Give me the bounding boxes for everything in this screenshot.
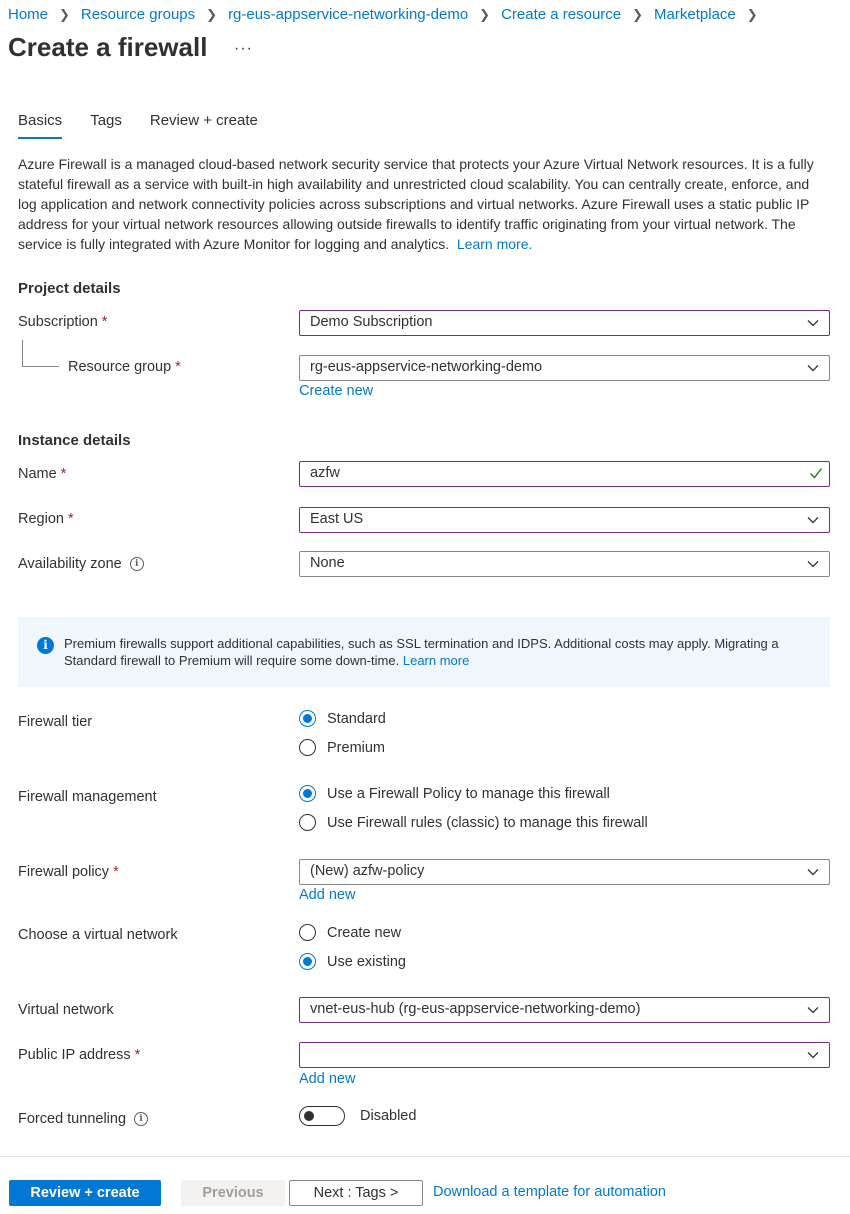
radio-empty-icon bbox=[299, 924, 316, 941]
radio-use-classic-rules[interactable] bbox=[299, 814, 648, 831]
availability-zone-value: None bbox=[310, 555, 345, 571]
previous-button[interactable]: Previous bbox=[181, 1180, 285, 1206]
radio-selected-icon bbox=[299, 785, 316, 802]
public-ip-label bbox=[18, 1047, 140, 1063]
required-marker: * bbox=[67, 511, 74, 527]
breadcrumb-home[interactable]: Home bbox=[8, 6, 49, 23]
next-tags-button[interactable]: Next : Tags > bbox=[289, 1180, 423, 1206]
virtual-network-label: Virtual network bbox=[18, 1002, 114, 1018]
radio-premium-label: Premium bbox=[327, 739, 386, 756]
name-label bbox=[18, 466, 66, 482]
chevron-down-icon bbox=[807, 558, 819, 570]
forced-tunneling-state: Disabled bbox=[360, 1108, 417, 1124]
radio-use-classic-rules-label: Use Firewall rules (classic) to manage this firewall bbox=[327, 814, 648, 831]
radio-premium[interactable] bbox=[299, 739, 385, 756]
subscription-label bbox=[18, 314, 107, 330]
add-new-policy-link[interactable]: Add new bbox=[299, 887, 356, 903]
firewall-policy-dropdown[interactable] bbox=[299, 859, 830, 885]
premium-info-message: Premium firewalls support additional capabilities, such as SSL termination and IDPS. Additional costs may apply. Migrating a Standard firewall to Premium will require some down-time. bbox=[64, 636, 779, 668]
radio-standard[interactable] bbox=[299, 710, 386, 727]
radio-use-firewall-policy[interactable] bbox=[299, 785, 610, 802]
breadcrumb-create-resource[interactable]: Create a resource bbox=[501, 6, 622, 23]
required-marker: * bbox=[60, 466, 67, 482]
availability-zone-dropdown[interactable] bbox=[299, 551, 830, 577]
page-title: Create a firewall bbox=[8, 32, 208, 62]
description-text: Azure Firewall is a managed cloud-based network security service that protects your Azure Virtual Network resources. It is a fully stateful firewall as a service with built-in high availability and unrestricted cloud scalability. You can centrally create, enforce, and log application and network connectivity policies across subscriptions and virtual networks. Azure Firewall uses a static public IP address for your virtual network resources allowing outside firewalls to identify traffic originating from your virtual network. The service is fully integrated with Azure Monitor for logging and analytics. bbox=[18, 156, 814, 252]
public-ip-label-text: Public IP address bbox=[18, 1047, 131, 1063]
resource-group-label-text: Resource group bbox=[68, 359, 172, 375]
description bbox=[18, 154, 828, 254]
availability-zone-label-text: Availability zone bbox=[18, 556, 122, 572]
subscription-dropdown[interactable] bbox=[299, 310, 830, 336]
resource-group-value: rg-eus-appservice-networking-demo bbox=[310, 359, 543, 375]
create-new-resource-group-link[interactable]: Create new bbox=[299, 383, 374, 399]
footer-divider bbox=[0, 1156, 850, 1157]
chevron-right-icon: ❯ bbox=[632, 6, 644, 22]
premium-info-banner bbox=[18, 617, 830, 687]
chevron-down-icon bbox=[807, 317, 819, 329]
name-label-text: Name bbox=[18, 466, 57, 482]
radio-use-existing-vnet[interactable] bbox=[299, 953, 406, 970]
choose-virtual-network-label: Choose a virtual network bbox=[18, 927, 178, 943]
forced-tunneling-label bbox=[18, 1111, 148, 1127]
instance-details-heading: Instance details bbox=[18, 432, 131, 449]
tree-connector bbox=[22, 340, 59, 367]
info-icon: i bbox=[37, 637, 54, 654]
radio-create-new-vnet[interactable] bbox=[299, 924, 401, 941]
chevron-down-icon bbox=[807, 1004, 819, 1016]
info-icon[interactable]: i bbox=[134, 1112, 148, 1126]
availability-zone-label bbox=[18, 556, 144, 572]
download-template-link[interactable]: Download a template for automation bbox=[433, 1184, 666, 1200]
radio-create-new-vnet-label: Create new bbox=[327, 924, 402, 941]
required-marker: * bbox=[175, 359, 181, 375]
add-new-public-ip-link[interactable]: Add new bbox=[299, 1071, 356, 1087]
region-label bbox=[18, 511, 74, 527]
region-value: East US bbox=[310, 511, 364, 527]
premium-learn-more-link[interactable]: Learn more bbox=[402, 653, 470, 668]
learn-more-link[interactable]: Learn more. bbox=[456, 236, 533, 252]
radio-standard-label: Standard bbox=[327, 710, 386, 727]
public-ip-dropdown[interactable] bbox=[299, 1042, 830, 1068]
radio-empty-icon bbox=[299, 739, 316, 756]
more-options-icon[interactable]: ··· bbox=[234, 40, 253, 57]
tab-review-create[interactable]: Review + create bbox=[149, 112, 258, 129]
project-details-heading: Project details bbox=[18, 280, 121, 297]
forced-tunneling-label-text: Forced tunneling bbox=[18, 1111, 127, 1127]
radio-use-firewall-policy-label: Use a Firewall Policy to manage this firewall bbox=[327, 785, 610, 802]
chevron-right-icon: ❯ bbox=[59, 6, 70, 22]
subscription-value: Demo Subscription bbox=[310, 314, 433, 330]
radio-use-existing-vnet-label: Use existing bbox=[327, 953, 406, 970]
firewall-policy-value: (New) azfw-policy bbox=[310, 863, 425, 879]
checkmark-icon bbox=[809, 466, 823, 480]
premium-info-text bbox=[64, 635, 814, 669]
chevron-down-icon bbox=[807, 866, 819, 878]
resource-group-label bbox=[68, 359, 181, 375]
breadcrumb-resource-groups[interactable]: Resource groups bbox=[80, 6, 196, 23]
required-marker: * bbox=[101, 314, 108, 330]
firewall-management-label: Firewall management bbox=[18, 789, 157, 805]
virtual-network-value: vnet-eus-hub (rg-eus-appservice-networking-demo) bbox=[310, 1001, 641, 1017]
breadcrumb-marketplace[interactable]: Marketplace bbox=[654, 6, 736, 23]
chevron-right-icon: ❯ bbox=[746, 6, 758, 22]
required-marker: * bbox=[113, 864, 119, 880]
tab-tags[interactable]: Tags bbox=[90, 112, 122, 129]
breadcrumb-resource-group[interactable]: rg-eus-appservice-networking-demo bbox=[228, 6, 469, 23]
tab-basics[interactable]: Basics bbox=[18, 112, 62, 139]
name-value: azfw bbox=[310, 465, 340, 481]
chevron-down-icon bbox=[807, 362, 819, 374]
resource-group-dropdown[interactable] bbox=[299, 355, 830, 381]
chevron-right-icon: ❯ bbox=[479, 6, 491, 22]
region-dropdown[interactable] bbox=[299, 507, 830, 533]
info-icon[interactable]: i bbox=[130, 557, 144, 571]
breadcrumb bbox=[8, 6, 769, 23]
virtual-network-dropdown[interactable] bbox=[299, 997, 830, 1023]
forced-tunneling-toggle[interactable] bbox=[299, 1106, 345, 1126]
review-create-button[interactable]: Review + create bbox=[9, 1180, 161, 1206]
required-marker: * bbox=[134, 1047, 141, 1063]
chevron-down-icon bbox=[807, 514, 819, 526]
firewall-policy-label bbox=[18, 864, 119, 880]
tab-bar bbox=[18, 112, 258, 139]
chevron-down-icon bbox=[807, 1049, 819, 1061]
firewall-policy-label-text: Firewall policy bbox=[18, 864, 110, 880]
radio-empty-icon bbox=[299, 814, 316, 831]
name-input[interactable] bbox=[299, 461, 830, 487]
firewall-tier-label: Firewall tier bbox=[18, 714, 93, 730]
radio-selected-icon bbox=[299, 710, 316, 727]
toggle-knob bbox=[304, 1111, 314, 1121]
subscription-label-text: Subscription bbox=[18, 314, 98, 330]
region-label-text: Region bbox=[18, 511, 64, 527]
radio-selected-icon bbox=[299, 953, 316, 970]
chevron-right-icon: ❯ bbox=[206, 6, 218, 22]
